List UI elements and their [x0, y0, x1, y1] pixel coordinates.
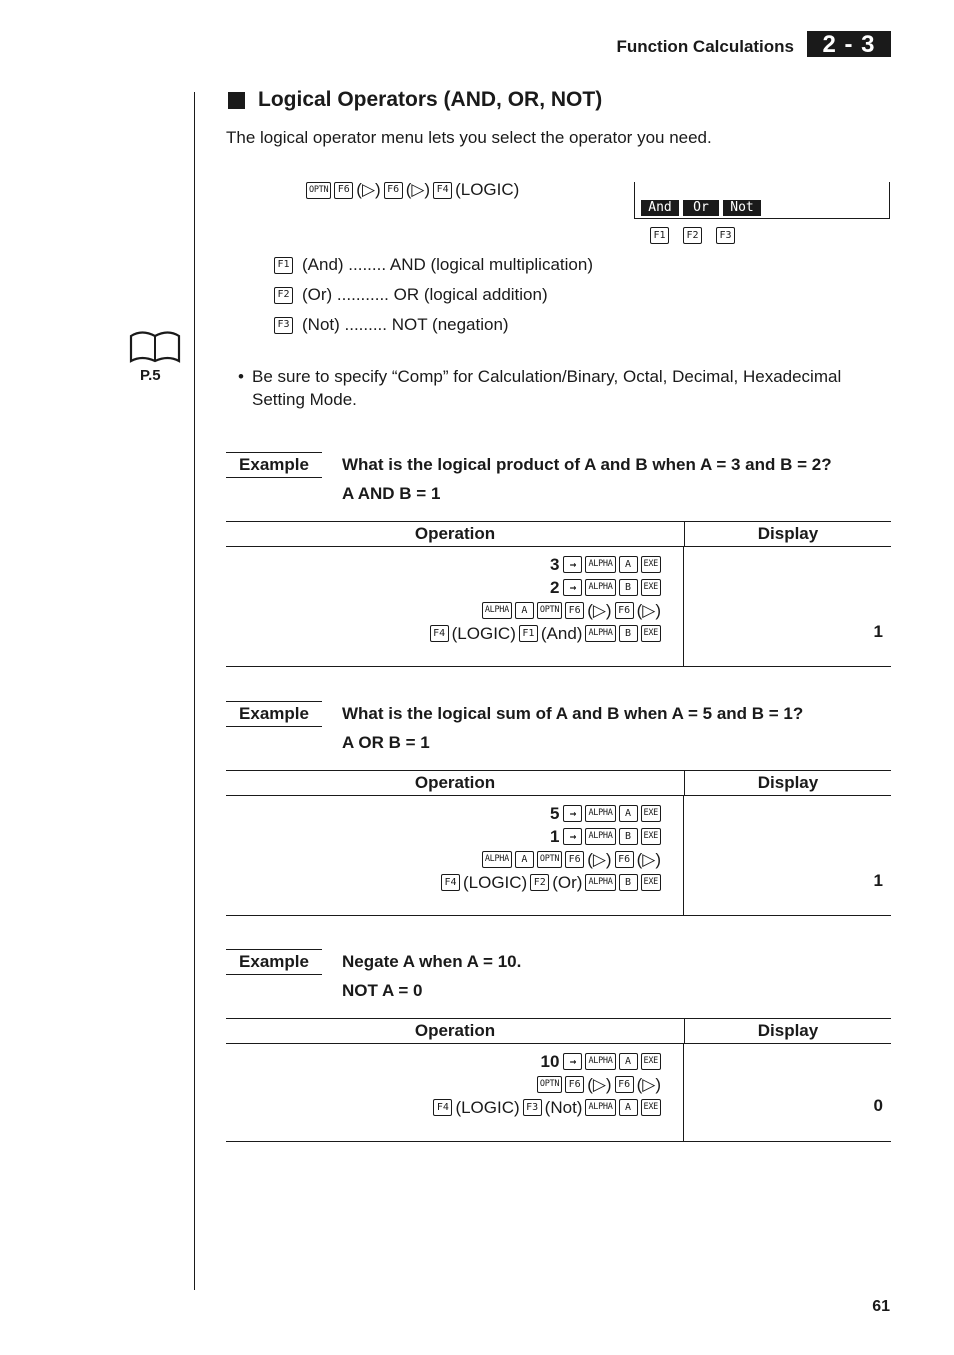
f3-key: F3 [523, 1099, 542, 1116]
table-row [226, 1044, 891, 1142]
number-entry: 2 [549, 577, 560, 597]
display-column-header: Display [757, 773, 819, 792]
alpha-key: ALPHA [585, 556, 615, 573]
a-key: A [515, 851, 534, 868]
f4-key: F4 [441, 874, 460, 891]
example-question: What is the logical product of A and B when A = 3 and B = 2? [342, 455, 832, 474]
key-sequence-row [226, 871, 661, 894]
exe-key: EXE [641, 556, 661, 573]
assign-arrow-key: → [563, 556, 582, 573]
display-result: 0 [873, 1096, 883, 1115]
function-description: (Not) ......... NOT (negation) [302, 315, 509, 334]
number-entry: 5 [549, 803, 560, 823]
section-number-badge: 2 - 3 [807, 31, 891, 57]
list-item [274, 250, 593, 280]
f2-key: F2 [274, 287, 293, 304]
right-arrow-key-label: (▷) [587, 1074, 612, 1094]
square-bullet-icon [228, 92, 245, 109]
display-result: 1 [873, 871, 883, 890]
f2-key: F2 [530, 874, 549, 891]
example-answer: A OR B = 1 [342, 733, 430, 752]
number-entry: 1 [549, 826, 560, 846]
display-cell [684, 796, 891, 915]
logic-label: (LOGIC) [455, 1097, 520, 1117]
operator-label: (And) [540, 623, 583, 643]
alpha-key: ALPHA [482, 851, 512, 868]
margin-divider [194, 92, 195, 1290]
key-sequence-row [226, 1096, 661, 1119]
right-arrow-key-label: (▷) [636, 1074, 661, 1094]
section-heading [228, 88, 602, 112]
a-key: A [619, 1099, 638, 1116]
f4-key: F4 [430, 625, 449, 642]
f6-key: F6 [565, 851, 584, 868]
display-cell [684, 1044, 891, 1141]
assign-arrow-key: → [563, 805, 582, 822]
b-key: B [619, 625, 638, 642]
alpha-key: ALPHA [482, 602, 512, 619]
operation-cell [226, 796, 684, 915]
a-key: A [619, 556, 638, 573]
operation-cell [226, 1044, 684, 1141]
key-sequence-row [226, 1050, 661, 1073]
function-description: (Or) ........... OR (logical addition) [302, 285, 548, 304]
right-arrow-key-label: (▷) [405, 180, 431, 199]
a-key: A [619, 805, 638, 822]
display-result: 1 [873, 622, 883, 641]
operator-label: (Not) [544, 1097, 583, 1117]
example-label: Example [226, 452, 322, 478]
f3-key: F3 [274, 317, 293, 334]
operation-table [226, 1018, 891, 1142]
function-description: (And) ........ AND (logical multiplication) [302, 255, 593, 274]
screen-function-keys [650, 227, 735, 244]
number-entry: 3 [549, 554, 560, 574]
table-row [226, 547, 891, 667]
note-text: Be sure to specify “Comp” for Calculation/Binary, Octal, Decimal, Hexadecimal Setting Mode. [252, 367, 842, 409]
display-cell [684, 547, 891, 666]
operation-column-header: Operation [226, 771, 685, 795]
example-label: Example [226, 701, 322, 727]
menu-item-not: Not [723, 200, 761, 216]
f4-key: F4 [433, 182, 452, 199]
exe-key: EXE [641, 1053, 661, 1070]
list-item [274, 280, 593, 310]
exe-key: EXE [641, 625, 661, 642]
alpha-key: ALPHA [585, 828, 615, 845]
exe-key: EXE [641, 1099, 661, 1116]
key-sequence-row [226, 553, 661, 576]
f1-key: F1 [274, 257, 293, 274]
f6-key: F6 [384, 182, 403, 199]
optn-key: OPTN [537, 1076, 562, 1093]
section-heading-text: Logical Operators (AND, OR, NOT) [258, 88, 603, 111]
key-sequence-row [226, 622, 661, 645]
b-key: B [619, 828, 638, 845]
display-column-header: Display [757, 524, 819, 543]
menu-item-and: And [641, 200, 679, 216]
alpha-key: ALPHA [585, 1053, 615, 1070]
optn-key: OPTN [537, 851, 562, 868]
exe-key: EXE [641, 874, 661, 891]
f2-key: F2 [683, 227, 702, 244]
key-sequence-row [226, 825, 661, 848]
logic-label: (LOGIC) [451, 623, 516, 643]
table-row [226, 796, 891, 916]
alpha-key: ALPHA [585, 805, 615, 822]
operation-cell [226, 547, 684, 666]
alpha-key: ALPHA [585, 1099, 615, 1116]
operation-table [226, 521, 891, 667]
key-sequence-row [226, 599, 661, 622]
logic-label: (LOGIC) [455, 180, 520, 199]
page-number: 61 [872, 1298, 890, 1315]
f6-key: F6 [615, 851, 634, 868]
example-label: Example [226, 949, 322, 975]
optn-key: OPTN [306, 182, 331, 199]
exe-key: EXE [641, 805, 661, 822]
number-entry: 10 [540, 1051, 560, 1071]
exe-key: EXE [641, 828, 661, 845]
f6-key: F6 [565, 1076, 584, 1093]
a-key: A [619, 1053, 638, 1070]
example-answer: NOT A = 0 [342, 981, 423, 1000]
example-question: Negate A when A = 10. [342, 952, 522, 971]
list-item [274, 310, 593, 340]
alpha-key: ALPHA [585, 874, 615, 891]
right-arrow-key-label: (▷) [636, 849, 661, 869]
f1-key: F1 [519, 625, 538, 642]
menu-key-sequence [306, 180, 519, 200]
right-arrow-key-label: (▷) [587, 849, 612, 869]
operation-column-header: Operation [226, 1019, 685, 1043]
f3-key: F3 [716, 227, 735, 244]
b-key: B [619, 874, 638, 891]
bullet-icon: • [238, 367, 244, 386]
f4-key: F4 [433, 1099, 452, 1116]
logic-label: (LOGIC) [463, 872, 528, 892]
right-arrow-key-label: (▷) [356, 180, 381, 199]
f6-key: F6 [615, 602, 634, 619]
f6-key: F6 [565, 602, 584, 619]
example-question: What is the logical sum of A and B when A = 5 and B = 1? [342, 704, 804, 723]
f6-key: F6 [615, 1076, 634, 1093]
operator-label: (Or) [552, 872, 583, 892]
key-sequence-row [226, 802, 661, 825]
intro-text: The logical operator menu lets you select the operator you need. [226, 128, 712, 147]
key-sequence-row [226, 848, 661, 871]
key-sequence-row [226, 576, 661, 599]
display-column-header: Display [757, 1021, 819, 1040]
table-header [226, 521, 891, 547]
alpha-key: ALPHA [585, 625, 615, 642]
key-sequence-row [226, 1073, 661, 1096]
menu-item-or: Or [683, 200, 719, 216]
assign-arrow-key: → [563, 579, 582, 596]
function-key-list [274, 250, 593, 340]
table-header [226, 770, 891, 796]
alpha-key: ALPHA [585, 579, 615, 596]
running-header-title: Function Calculations [616, 37, 794, 56]
f1-key: F1 [650, 227, 669, 244]
f6-key: F6 [334, 182, 353, 199]
calculator-screen-menu [634, 182, 890, 219]
operation-column-header: Operation [226, 522, 685, 546]
operation-table [226, 770, 891, 916]
page-reference: P.5 [140, 367, 161, 384]
exe-key: EXE [641, 579, 661, 596]
table-header [226, 1018, 891, 1044]
right-arrow-key-label: (▷) [636, 600, 661, 620]
right-arrow-key-label: (▷) [587, 600, 612, 620]
optn-key: OPTN [537, 602, 562, 619]
b-key: B [619, 579, 638, 596]
note-bullet [238, 365, 892, 411]
assign-arrow-key: → [563, 1053, 582, 1070]
assign-arrow-key: → [563, 828, 582, 845]
example-answer: A AND B = 1 [342, 484, 441, 503]
book-icon [128, 328, 182, 369]
a-key: A [515, 602, 534, 619]
